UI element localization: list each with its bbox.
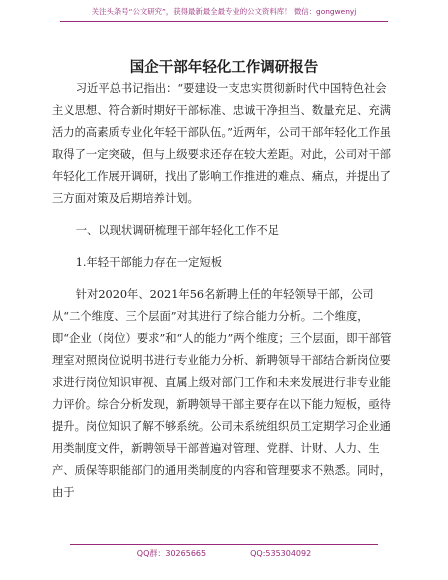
subsection-heading: 1.年轻干部能力存在一定短板	[75, 256, 223, 269]
intro-paragraph: 习近平总书记指出：“要建设一支忠实贯彻新时代中国特色社会主义思想、符合新时期好干部标准、忠诚干净担当、数量充足、充满活力的高素质专业化年轻干部队伍。”近两年，公司干部年轻化工作虽取得了一定突破，但与上级要求还存在较大差距。对此，公司对干部年轻化工作展开调研，找出了影响工作推进的难点、痛点，并提出了三方面对策及后期培养计划。	[52, 82, 392, 205]
body-paragraph: 针对2020年、2021年56名新聘上任的年轻领导干部，公司从“二个维度、三个层面”对其进行了综合能力分析。二个维度，即“企业（岗位）要求”和“人的能力”两个维度；三个层面，即干部管理室对照岗位说明书进行专业能力分析、新聘领导干部结合新岗位要求进行岗位知识审视、直属上级对部门工作和未来发展进行非专业能力评价。综合分析发现，新聘领导干部主要存在以下能力短板，亟待提升。岗位知识了解不够系统。公司未系统组织员工定期学习企业通用类制度文件，新聘领导干部普遍对管理、党群、计财、人力、生产、质保等职能部门的通用类制度的内容和管理要求不熟悉。同时，由于	[52, 288, 392, 499]
document-body	[52, 78, 392, 504]
header-notice: 关注头条号“公文研究”，获得最新最全最专业的公文资料库！ 微信：gongwenyj	[60, 6, 388, 22]
footer-contact	[70, 544, 378, 559]
footer-qq: QQ:535304092	[250, 549, 312, 558]
section-heading: 一、以现状调研梳理干部年轻化工作不足	[75, 224, 280, 237]
footer-qq-group: QQ群：30265665	[136, 549, 207, 558]
document-title: 国企干部年轻化工作调研报告	[129, 59, 319, 76]
